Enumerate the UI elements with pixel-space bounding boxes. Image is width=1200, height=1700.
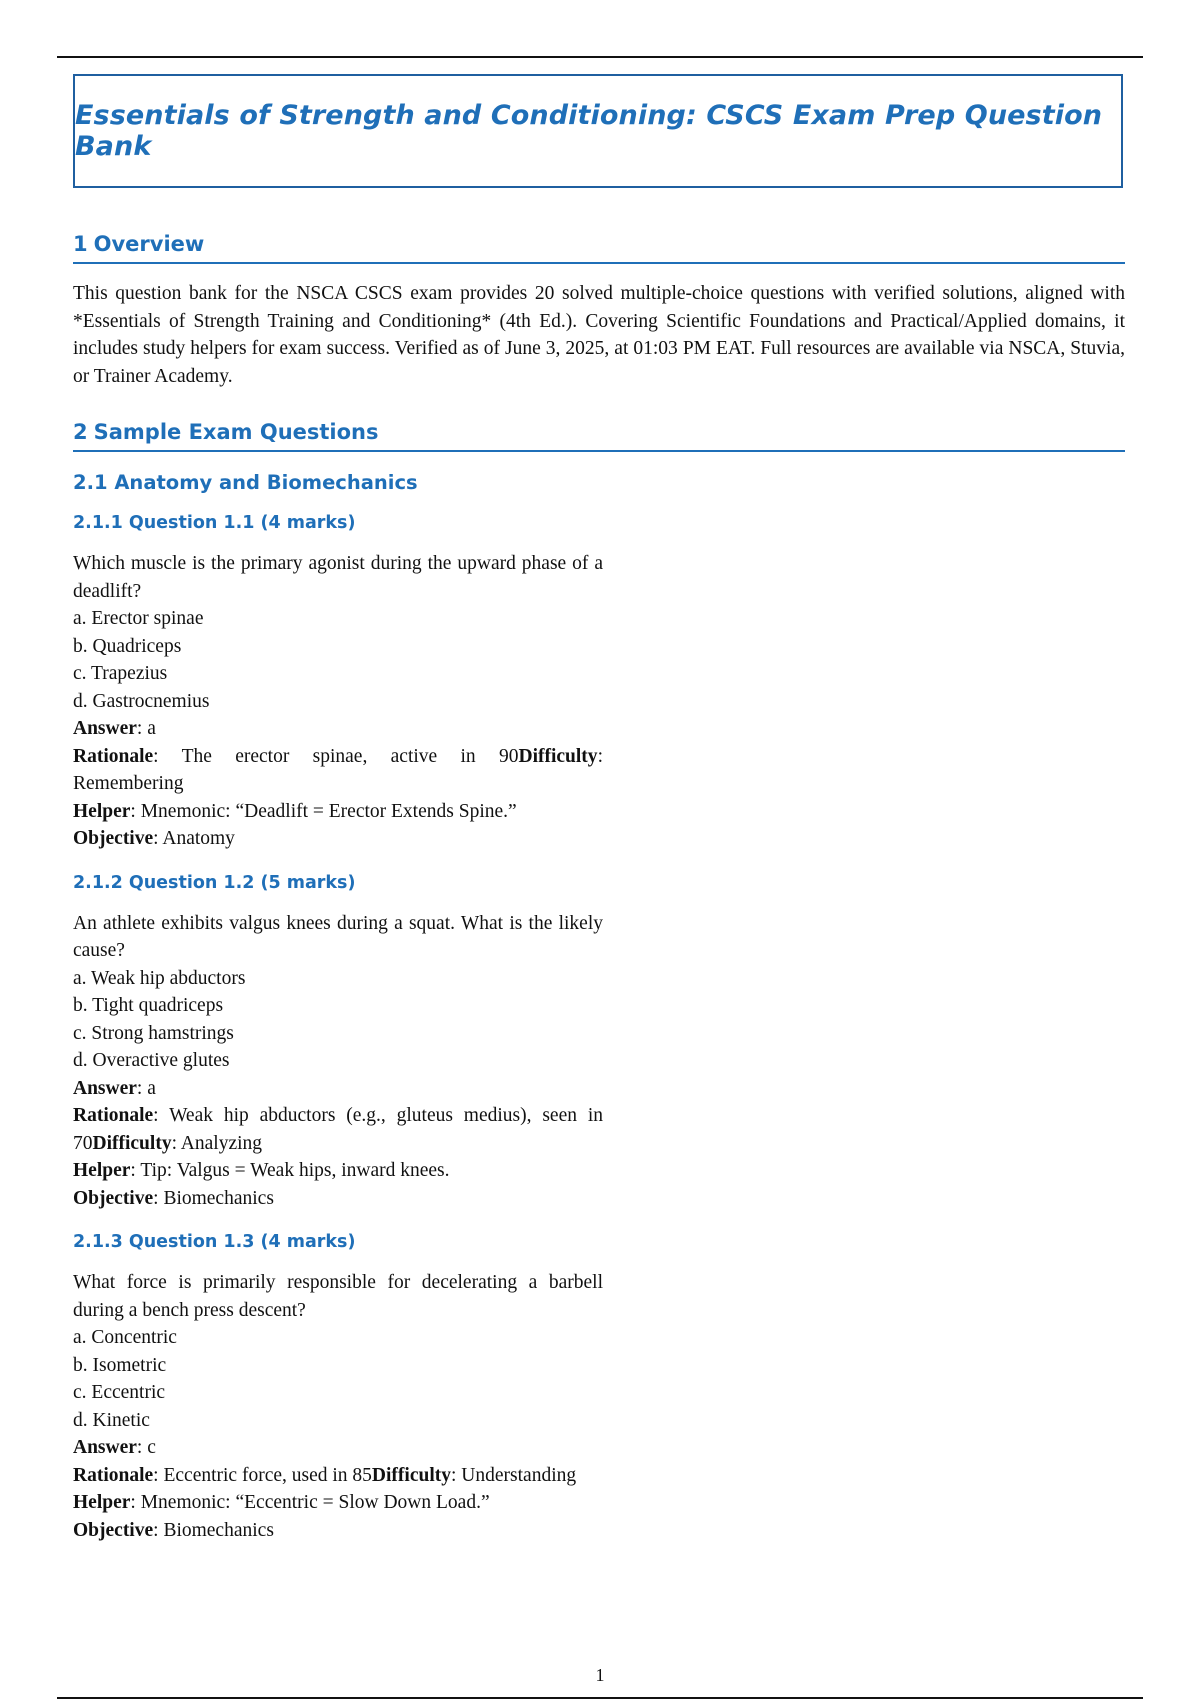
objective-label: Objective <box>73 1187 154 1209</box>
objective-value: Biomechanics <box>163 1187 274 1209</box>
section-heading-overview <box>73 232 1125 264</box>
document-title: Essentials of Strength and Conditioning: CSCS Exam Prep Question Bank <box>75 100 1103 162</box>
option-b: b. Tight quadriceps <box>73 995 224 1016</box>
objective-label: Objective <box>73 1519 154 1541</box>
rationale-line: Rationale: Weak hip abductors (e.g., gluteus medius), seen in 70Difficulty: Analyzing <box>73 1105 603 1154</box>
objective-value: Anatomy <box>162 828 235 849</box>
bottom-rule <box>57 1697 1143 1699</box>
option-a: a. Weak hip abductors <box>73 967 246 989</box>
answer-label: Answer <box>73 718 137 739</box>
section-number: 2 <box>73 420 88 444</box>
option-c: c. Trapezius <box>73 663 168 684</box>
title-box <box>73 74 1123 188</box>
section-title: Sample Exam Questions <box>93 420 379 444</box>
helper-line: Helper: Tip: Valgus = Weak hips, inward knees. <box>73 1160 450 1181</box>
answer-value: a <box>147 718 156 739</box>
difficulty-value: Remembering <box>73 773 184 794</box>
question-heading <box>73 513 1125 533</box>
question-heading <box>73 873 1125 893</box>
question-title: Question 1.3 (4 marks) <box>128 1232 356 1252</box>
option-a: a. Concentric <box>73 1327 177 1348</box>
question-number: 2.1.3 <box>73 1232 123 1252</box>
section-title: Overview <box>93 232 205 256</box>
answer-value: a <box>147 1077 156 1099</box>
question-text: What force is primarily responsible for decelerating a barbell during a bench press descent? <box>73 1272 603 1321</box>
helper-label: Helper <box>73 800 131 822</box>
answer-value: c <box>147 1437 156 1458</box>
helper-label: Helper <box>73 1492 131 1513</box>
answer-label: Answer <box>73 1437 137 1458</box>
helper-line: Helper: Mnemonic: “Deadlift = Erector Extends Spine.” <box>73 800 517 822</box>
option-b: b. Quadriceps <box>73 635 182 657</box>
option-a: a. Erector spinae <box>73 608 204 629</box>
objective-line: Objective: Biomechanics <box>73 1519 274 1541</box>
helper-value: Mnemonic: “Deadlift = Erector Extends Spine.” <box>140 800 517 822</box>
helper-label: Helper <box>73 1160 131 1181</box>
page-number: 1 <box>595 1665 605 1685</box>
rationale-line: Rationale: Eccentric force, used in 85Difficulty: Understanding <box>73 1464 577 1486</box>
helper-line: Helper: Mnemonic: “Eccentric = Slow Down Load.” <box>73 1492 490 1513</box>
rationale-value: Weak hip abductors (e.g., gluteus medius), seen in 70 <box>73 1105 603 1154</box>
overview-paragraph: This question bank for the NSCA CSCS exam provides 20 solved multiple-choice questions with verified solutions, aligned with *Essentials of Strength Training and Conditioning* (4th Ed.). Covering Scientific Foundations and Practical/Applied domains, it includes study helpers for exam success. Verified as of June 3, 2025, at 01:03 PM EAT. Full resources are available via NSCA, Stuvia, or Trainer Academy. <box>73 283 1125 387</box>
option-d: d. Gastrocnemius <box>73 690 210 712</box>
document-body <box>73 232 1125 1544</box>
question-block-1-2 <box>73 873 1125 1213</box>
answer-line: Answer: c <box>73 1437 156 1458</box>
subsection-number: 2.1 <box>73 471 108 494</box>
section-number: 1 <box>73 232 88 256</box>
difficulty-value: Understanding <box>461 1464 577 1486</box>
rationale-value: The erector spinae, active in 90 <box>181 745 519 767</box>
rationale-label: Rationale <box>73 745 154 767</box>
question-title: Question 1.2 (5 marks) <box>128 872 356 893</box>
objective-line: Objective: Biomechanics <box>73 1187 274 1209</box>
answer-label: Answer <box>73 1077 137 1099</box>
section-heading-sample-questions <box>73 420 1125 452</box>
question-title: Question 1.1 (4 marks) <box>128 513 356 533</box>
subsection-heading-anatomy <box>73 471 1125 494</box>
question-block-1-1 <box>73 513 1125 853</box>
option-b: b. Isometric <box>73 1354 167 1376</box>
question-text: An athlete exhibits valgus knees during a squat. What is the likely cause? <box>73 912 603 961</box>
option-c: c. Eccentric <box>73 1382 166 1403</box>
objective-label: Objective <box>73 828 154 849</box>
question-text: Which muscle is the primary agonist during the upward phase of a deadlift? <box>73 553 603 602</box>
difficulty-label: Difficulty <box>92 1132 172 1154</box>
subsection-title: Anatomy and Biomechanics <box>114 471 418 494</box>
answer-line: Answer: a <box>73 718 156 739</box>
option-d: d. Overactive glutes <box>73 1050 230 1071</box>
rationale-value: Eccentric force, used in 85 <box>163 1464 372 1486</box>
question-block-1-3 <box>73 1232 1125 1544</box>
question-number: 2.1.1 <box>73 513 123 533</box>
option-c: c. Strong hamstrings <box>73 1022 234 1044</box>
question-heading <box>73 1232 1125 1252</box>
objective-value: Biomechanics <box>163 1519 274 1541</box>
answer-line: Answer: a <box>73 1077 156 1099</box>
difficulty-value: Analyzing <box>180 1132 263 1154</box>
question-number: 2.1.2 <box>73 872 123 893</box>
option-d: d. Kinetic <box>73 1409 150 1431</box>
helper-value: Mnemonic: “Eccentric = Slow Down Load.” <box>140 1492 490 1513</box>
rationale-line: Rationale: The erector spinae, active in 90Difficulty: Remembering <box>73 745 603 794</box>
difficulty-label: Difficulty <box>371 1464 451 1486</box>
difficulty-label: Difficulty <box>518 745 598 767</box>
top-rule <box>57 56 1143 58</box>
rationale-label: Rationale <box>73 1464 154 1486</box>
helper-value: Tip: Valgus = Weak hips, inward knees. <box>140 1160 450 1181</box>
objective-line: Objective: Anatomy <box>73 828 235 849</box>
rationale-label: Rationale <box>73 1105 154 1126</box>
